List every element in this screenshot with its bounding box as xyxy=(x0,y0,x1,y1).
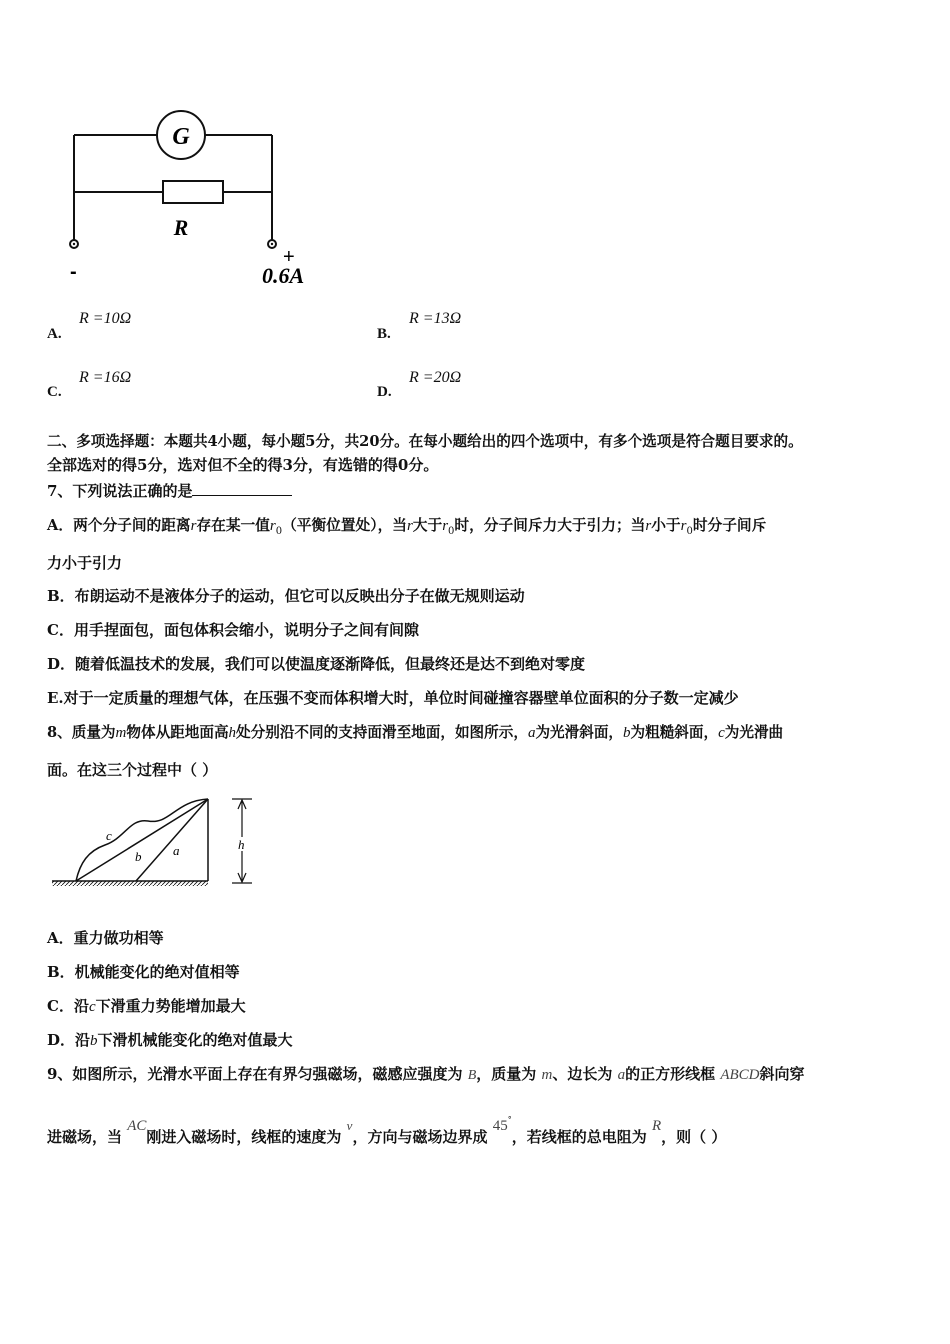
var-b: b xyxy=(90,1033,98,1049)
var-c: c xyxy=(88,999,96,1015)
q7-option-b[interactable]: B．布朗运动不是液体分子的运动，但它可以反映出分子在做无规则运动 xyxy=(47,587,525,605)
text: 时，分子间斥力大于引力；当 xyxy=(454,517,646,534)
text: 大于 xyxy=(412,517,443,534)
text: 处分别沿不同的支持面滑至地面，如图所示， xyxy=(236,724,528,741)
option-formula: R =20Ω xyxy=(409,369,462,386)
q8-option-b[interactable]: B．机械能变化的绝对值相等 xyxy=(47,963,240,981)
var-r0: r xyxy=(442,518,449,534)
text: 刚进入磁场时，线框的速度为 xyxy=(146,1128,342,1146)
q7-option-a-line1[interactable]: A．两个分子间的距离r存在某一值$r_0$（平衡位置处），当r大于$r_0$时，分子间斥力大于引力；当r小于$r_0$时分子间斥 xyxy=(47,517,767,537)
q7-stem-text: 7、下列说法正确的是 xyxy=(47,482,193,500)
var-m: m xyxy=(541,1067,553,1083)
text: ，质量为 xyxy=(476,1065,537,1083)
text: （平衡位置处），当 xyxy=(282,517,407,534)
text: ，方向与磁场边界成 xyxy=(352,1128,488,1146)
var-r: r xyxy=(406,518,413,534)
angle-45: 45 xyxy=(492,1118,508,1134)
option-formula: R =13Ω xyxy=(409,310,462,327)
text: 物体从距地面高 xyxy=(126,724,229,741)
text: 下滑重力势能增加最大 xyxy=(95,997,246,1015)
label-c: c xyxy=(106,828,112,843)
var-R: R xyxy=(651,1118,662,1134)
q7-option-a-line2: 力小于引力 xyxy=(47,554,123,572)
text: D．沿 xyxy=(47,1031,91,1049)
option-letter: C. xyxy=(47,384,62,400)
minus-label: - xyxy=(70,261,77,283)
slope-b xyxy=(76,799,208,881)
label-h: h xyxy=(238,837,245,852)
q8-stem-line1 xyxy=(47,721,783,742)
var-AC: AC xyxy=(127,1118,147,1134)
label-b: b xyxy=(135,849,142,864)
range-label: 0.6A xyxy=(262,263,305,288)
text: 为光滑斜面， xyxy=(535,724,624,741)
var-r: r xyxy=(645,518,652,534)
text: 时分子间斥 xyxy=(692,517,767,534)
section2-line1: 二、多项选择题：本题共4小题，每小题5分，共20分。在每小题给出的四个选项中，有多个选项是符合题目要求的。 xyxy=(47,433,803,450)
option-letter: A. xyxy=(47,326,62,342)
var-c: c xyxy=(718,725,725,741)
var-v: v xyxy=(346,1118,353,1133)
option-formula: R =16Ω xyxy=(79,369,132,386)
text: 下滑机械能变化的绝对值最大 xyxy=(97,1031,293,1049)
section2-line2: 全部选对的得5分，选对但不全的得3分，有选错的得0分。 xyxy=(47,456,439,474)
var-a: a xyxy=(617,1067,626,1083)
text: ，则（ ） xyxy=(661,1128,727,1146)
q8-option-d[interactable] xyxy=(47,1029,293,1050)
text: 斜向穿 xyxy=(759,1065,805,1083)
resistor-label: R xyxy=(173,215,189,240)
q7-option-d[interactable]: D．随着低温技术的发展，我们可以使温度逐渐降低，但最终还是达不到绝对零度 xyxy=(47,655,586,673)
slopes-diagram xyxy=(50,793,270,895)
option-letter: B. xyxy=(377,326,391,342)
plus-label: + xyxy=(283,246,295,268)
q7-stem xyxy=(47,480,292,501)
slope-a xyxy=(136,799,208,881)
text: 、边长为 xyxy=(552,1065,613,1083)
q8-option-c[interactable] xyxy=(47,995,246,1016)
text: 进磁场，当 xyxy=(47,1128,123,1146)
text: 为粗糙斜面， xyxy=(630,724,719,741)
q7-option-e[interactable]: E.对于一定质量的理想气体，在压强不变而体积增大时，单位时间碰撞容器壁单位面积的分子数一定减少 xyxy=(47,689,739,707)
text: 为光滑曲 xyxy=(724,724,784,741)
text: C．沿 xyxy=(47,997,89,1015)
text: 8、质量为 xyxy=(47,724,116,741)
var-r0: r xyxy=(680,518,687,534)
q7-option-c[interactable]: C．用手捏面包，面包体积会缩小，说明分子之间有间隙 xyxy=(47,621,419,639)
var-m: m xyxy=(115,725,127,741)
label-a: a xyxy=(173,843,180,858)
var-a: a xyxy=(527,725,536,741)
text: 的正方形线框 xyxy=(625,1065,716,1083)
galvanometer-label: G xyxy=(172,124,190,150)
text: 小于 xyxy=(651,517,681,534)
var-ABCD: ABCD xyxy=(720,1067,760,1083)
q8-stem-line2: 面。在这三个过程中（ ） xyxy=(47,761,218,779)
var-b: b xyxy=(623,725,631,741)
var-r0: r xyxy=(269,518,276,534)
text: 9、如图所示，光滑水平面上存在有界匀强磁场，磁感应强度为 xyxy=(47,1065,463,1083)
q9-stem-line1 xyxy=(47,1063,805,1084)
var-r: r xyxy=(190,518,197,534)
text: ，若线框的总电阻为 xyxy=(511,1128,647,1146)
var-B: B xyxy=(467,1068,477,1083)
answer-blank[interactable] xyxy=(192,481,292,496)
q9-stem-line2: 进磁场，当 AC刚进入磁场时，线框的速度为 v，方向与磁场边界成 45°，若线框的总电阻为 R，则（ ） xyxy=(47,1115,727,1146)
resistor-box xyxy=(163,181,223,203)
var-h: h xyxy=(228,725,237,741)
option-formula: R =10Ω xyxy=(79,310,132,327)
q8-option-a[interactable]: A．重力做功相等 xyxy=(47,929,164,947)
text: A．两个分子间的距离 xyxy=(47,517,191,534)
text: 存在某一值 xyxy=(196,517,270,534)
circuit-diagram xyxy=(60,108,330,293)
option-letter: D. xyxy=(377,384,392,400)
